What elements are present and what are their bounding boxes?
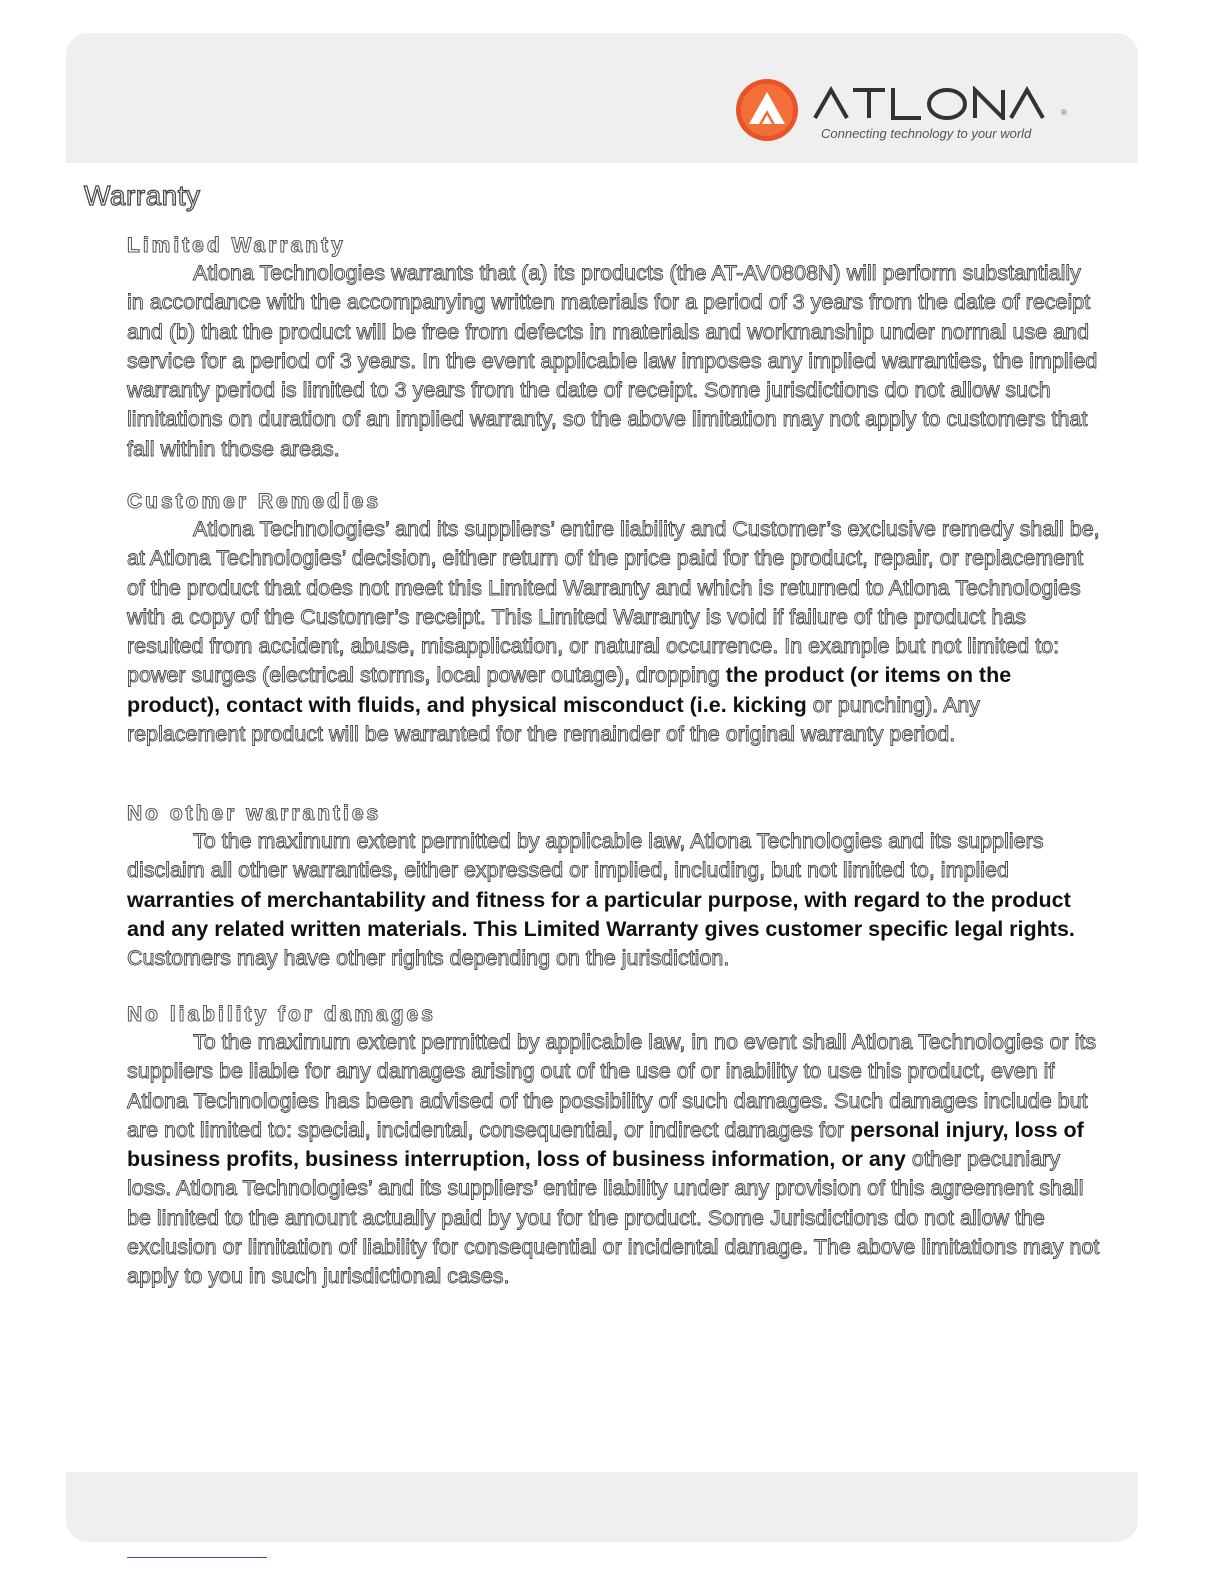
section-limited-warranty xyxy=(127,233,1102,464)
section-heading: No other warranties xyxy=(127,802,382,825)
body-text: Atlona Technologies warrants that (a) its products (the AT-AV0808N) will perform substantially in accordance with the accompanying written materials for a period of 3 years from the date of receipt and (b) that the product will be free from defects in materials and workmanship under normal use and service for a period of 3 years. In the event applicable law imposes any implied warranties, the implied warranty period is limited to 3 years from the date of receipt. Some jurisdictions do not allow such limitations on duration of an implied warranty, so the above limitation may not apply to customers that fall within those areas. xyxy=(127,261,1098,461)
body-text: To the maximum extent permitted by applicable law, in no event shall Atlona Technologies or its suppliers be liable for any damages arising out of the use of or inability to use this product, even if Atlona Technologies has been advised of the possibility of such damages. Such damages include but are not limited to: special, incidental, consequential, or indirect damages for xyxy=(127,1030,1097,1142)
section-no-other-warranties xyxy=(127,801,1102,973)
section-body xyxy=(127,259,1102,464)
section-no-liability xyxy=(127,1002,1102,1292)
footer-band xyxy=(66,1472,1138,1542)
body-text-emphasis: warranties of merchantability and fitness for a particular purpose, with regard to the product and any related written materials. This Limited Warranty gives customer specific legal rights. xyxy=(127,887,1075,941)
section-heading: No liability for damages xyxy=(127,1003,436,1026)
section-body xyxy=(127,827,1102,973)
body-text: To the maximum extent permitted by applicable law, Atlona Technologies and its suppliers disclaim all other warranties, either expressed or implied, including, but not limited to, implied xyxy=(127,829,1044,883)
body-text: Customers may have other rights depending on the jurisdiction. xyxy=(127,946,730,971)
brand-tagline: Connecting technology to your world xyxy=(821,126,1032,141)
body-text: other pecuniary loss. Atlona Technologies’ and its suppliers’ entire liability under any provision of this agreement shall be limited to the amount actually paid by you for the product. Some Jurisdictions do not allow the exclusion or limitation of liability for consequential or incidental damage. The above limitations may not apply to you in such jurisdictional cases. xyxy=(127,1147,1100,1289)
section-body xyxy=(127,515,1102,749)
body-text-emphasis: the product (or items on the product), contact with fluids, and physical misconduct (i.e. kicking xyxy=(127,663,1012,717)
page-title: Warranty xyxy=(84,180,201,211)
section-heading: Limited Warranty xyxy=(127,234,346,257)
body-text: or punching). Any replacement product will be warranted for the remainder of the original warranty period. xyxy=(127,692,981,747)
section-body xyxy=(127,1028,1102,1292)
link-underline[interactable] xyxy=(127,1557,267,1558)
section-customer-remedies xyxy=(127,489,1102,749)
body-text-emphasis: personal injury, loss of business profits, business interruption, loss of business information, or any xyxy=(127,1117,1084,1172)
body-text: Atlona Technologies’ and its suppliers’ entire liability and Customer’s exclusive remedy shall be, at Atlona Technologies’ decision, either return of the price paid for the product, repair, or replacement of the product that does not meet this Limited Warranty and which is returned to Atlona Technologies with a copy of the Customer’s receipt. This Limited Warranty is void if failure of the product has resulted from accident, abuse, misapplication, or natural occurrence. In example but not limited to: power surges (electrical storms, local power outage), dropping xyxy=(127,517,1100,688)
registered-mark: ® xyxy=(1061,108,1067,117)
atlona-logo xyxy=(735,78,1075,148)
atlona-logo-icon xyxy=(735,78,799,142)
atlona-wordmark xyxy=(813,86,1053,120)
section-heading: Customer Remedies xyxy=(127,490,382,513)
